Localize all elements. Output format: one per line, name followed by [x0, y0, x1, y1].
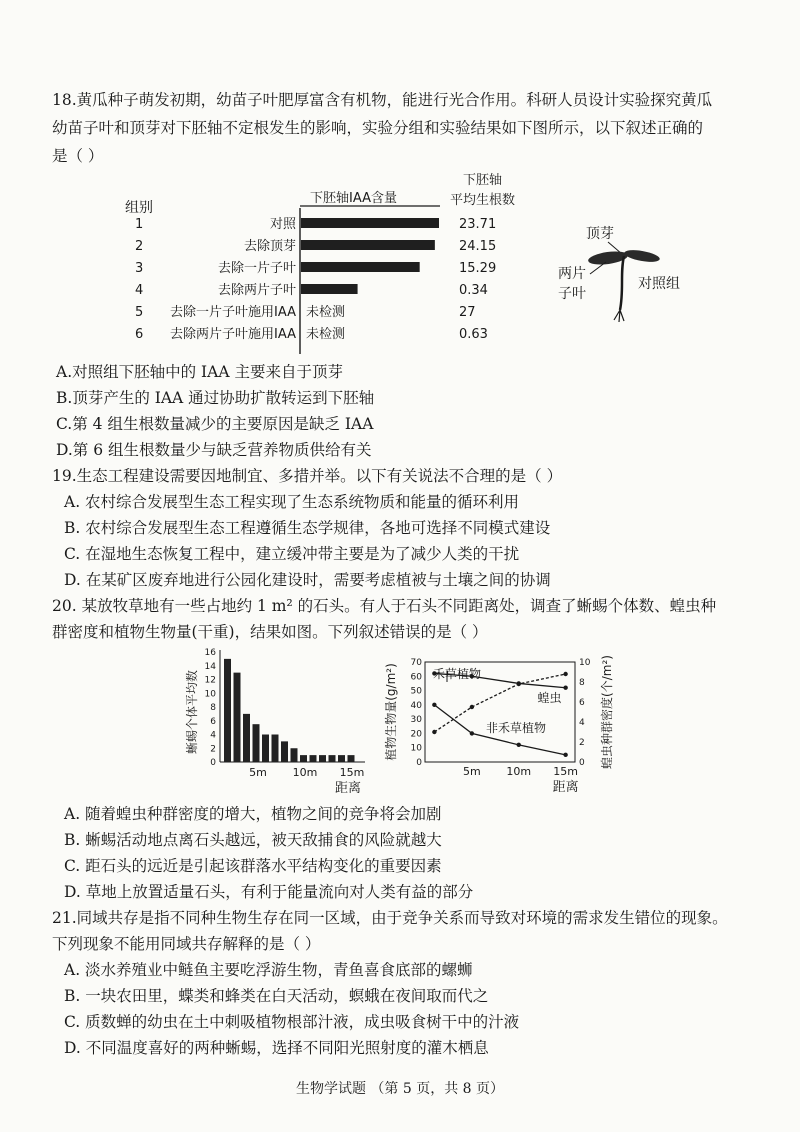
- q19-stem: 19.生态工程建设需要因地制宜、多措并举。以下有关说法不合理的是（ ）: [52, 467, 563, 485]
- y-tick-label: 4: [210, 730, 216, 741]
- lizard-bar: [262, 735, 269, 763]
- y-left-tick-label: 40: [410, 700, 422, 711]
- q19-option-d[interactable]: D. 在某矿区废弃地进行公园化建设时，需要考虑植被与土壤之间的协调: [64, 571, 551, 589]
- row-number: 1: [135, 217, 144, 232]
- y-tick-label: 0: [210, 758, 216, 768]
- y-tick-label: 10: [204, 689, 216, 700]
- q18-stem-line2: 幼苗子叶和顶芽对下胚轴不定根发生的影响，实验分组和实验结果如下图所示，以下叙述正确的: [52, 119, 704, 137]
- row-label: 去除两片子叶: [217, 283, 296, 298]
- row-number: 2: [135, 239, 144, 254]
- x-axis-label: 距离: [334, 781, 362, 796]
- roots-header-2: 平均生根数: [450, 193, 516, 208]
- roots-icon: [614, 310, 624, 322]
- q20-stem-line2: 群密度和植物生物量(干重)，结果如图。下列叙述错误的是（ ）: [52, 623, 488, 641]
- row-number: 3: [135, 261, 144, 276]
- cotyledon-label-2: 子叶: [558, 286, 586, 302]
- x-tick-label: 5m: [249, 766, 267, 779]
- row-label: 对照: [269, 217, 296, 232]
- row-number: 4: [135, 283, 144, 298]
- row-number: 5: [135, 305, 144, 320]
- y-left-tick-label: 0: [416, 758, 422, 768]
- lizard-bar: [281, 741, 288, 762]
- q20-option-b[interactable]: B. 蜥蜴活动地点离石头越远，被天敌捕食的风险就越大: [64, 831, 442, 849]
- y-tick-label: 8: [210, 703, 216, 713]
- x-tick-label: 10m: [506, 765, 532, 778]
- lizard-bar: [234, 673, 241, 762]
- series-point: [432, 703, 436, 707]
- root-count: 0.34: [459, 283, 488, 298]
- q20-option-a[interactable]: A. 随着蝗虫种群密度的增大，植物之间的竞争将会加剧: [64, 805, 442, 823]
- q18-option-d[interactable]: D.第 6 组生根数量少与缺乏营养物质供给有关: [56, 441, 372, 459]
- row-number: 6: [135, 327, 144, 342]
- y-left-tick-label: 70: [410, 658, 422, 668]
- y-left-tick-label: 30: [410, 715, 422, 726]
- lizard-bar: [291, 748, 298, 762]
- q21-option-c[interactable]: C. 质数蝉的幼虫在土中刺吸植物根部汁液，成虫吸食树干中的汁液: [64, 1013, 520, 1031]
- q18-stem-line1: 18.黄瓜种子萌发初期，幼苗子叶肥厚富含有机物，能进行光合作用。科研人员设计实验探究黄瓜: [52, 91, 713, 109]
- right-cotyledon-icon: [623, 248, 660, 264]
- bud-label: 顶芽: [586, 226, 614, 242]
- lizard-bar: [348, 755, 355, 762]
- y-tick-label: 2: [210, 744, 216, 755]
- page-footer: 生物学试题 （第 5 页，共 8 页）: [295, 1081, 505, 1097]
- q20-stem-line1: 20. 某放牧草地有一些占地约 1 m² 的石头。有人于石头不同距离处，调查了蜥蜴个体数、蝗虫种: [52, 597, 717, 615]
- x-tick-label: 15m: [553, 765, 578, 778]
- y-right-tick-label: 2: [579, 738, 585, 748]
- iaa-bar: [301, 240, 435, 250]
- y-axis-label: 蜥蜴个体平均数: [185, 669, 199, 755]
- q18-option-c[interactable]: C.第 4 组生根数量减少的主要原因是缺乏 IAA: [56, 415, 374, 433]
- x-tick-label: 10m: [292, 766, 318, 779]
- x-tick-label: 5m: [463, 765, 481, 778]
- q21-stem-line2: 下列现象不能用同域共存解释的是（ ）: [52, 935, 321, 953]
- series-point: [517, 743, 521, 747]
- y-right-tick-label: 0: [579, 758, 585, 768]
- iaa-bar: [301, 262, 420, 272]
- series-point: [563, 686, 567, 690]
- lizard-bar: [319, 755, 326, 762]
- hypocotyl-icon: [620, 256, 624, 310]
- iaa-not-detected: 未检测: [306, 327, 346, 342]
- y-left-axis-label: 植物生物量(g/m²): [384, 663, 398, 761]
- x-axis-label: 距离: [552, 780, 579, 795]
- seedling-sketch: [550, 218, 700, 328]
- row-label: 去除两片子叶施用IAA: [170, 327, 296, 342]
- q19-option-c[interactable]: C. 在湿地生态恢复工程中，建立缓冲带主要是为了减少人类的干扰: [64, 545, 520, 563]
- q19-option-b[interactable]: B. 农村综合发展型生态工程遵循生态学规律，各地可选择不同模式建设: [64, 519, 551, 537]
- lizard-bar: [338, 755, 345, 762]
- root-count: 15.29: [459, 261, 497, 276]
- q19-option-a[interactable]: A. 农村综合发展型生态工程实现了生态系统物质和能量的循环利用: [64, 493, 520, 511]
- lizard-bar: [253, 724, 260, 762]
- q21-option-a[interactable]: A. 淡水养殖业中鲢鱼主要吃浮游生物，青鱼喜食底部的螺蛳: [64, 961, 473, 979]
- control-label: 对照组: [638, 276, 680, 292]
- y-right-tick-label: 10: [579, 658, 591, 668]
- q21-option-b[interactable]: B. 一块农田里，蝶类和蜂类在白天活动，螟蛾在夜间取而代之: [64, 987, 489, 1005]
- y-right-tick-label: 8: [579, 678, 585, 688]
- row-label: 去除一片子叶施用IAA: [170, 305, 296, 320]
- iaa-bar: [301, 284, 358, 294]
- root-count: 27: [459, 305, 476, 320]
- y-right-tick-label: 6: [579, 698, 585, 708]
- y-left-tick-label: 60: [410, 672, 422, 683]
- iaa-header: 下胚轴IAA含量: [310, 191, 397, 206]
- root-count: 23.71: [459, 217, 497, 232]
- series-label-grass: 禾草植物: [433, 667, 482, 681]
- lizard-bar: [224, 659, 231, 762]
- roots-header-1: 下胚轴: [463, 173, 503, 188]
- y-tick-label: 14: [204, 661, 216, 672]
- series-point: [563, 753, 567, 757]
- series-point: [517, 682, 521, 686]
- lizard-bar: [272, 735, 279, 763]
- y-left-tick-label: 20: [410, 729, 422, 740]
- series-point: [563, 672, 567, 676]
- q18-stem-line3: 是（ ）: [52, 147, 104, 165]
- iaa-not-detected: 未检测: [306, 305, 346, 320]
- y-right-axis-label: 蝗虫种群密度(个/m²): [600, 655, 614, 769]
- q21-stem-line1: 21.同域共存是指不同种生物生存在同一区域，由于竞争关系而导致对环境的需求发生错位的现象。: [52, 909, 728, 927]
- series-label-nongrass: 非禾草植物: [485, 721, 546, 735]
- y-left-tick-label: 10: [410, 743, 422, 754]
- y-right-tick-label: 4: [579, 718, 585, 728]
- q20-option-c[interactable]: C. 距石头的远近是引起该群落水平结构变化的重要因素: [64, 857, 442, 875]
- series-point: [470, 731, 474, 735]
- q18-option-a[interactable]: A.对照组下胚轴中的 IAA 主要来自于顶芽: [56, 363, 343, 381]
- lizard-bar: [310, 755, 317, 762]
- group-header: 组别: [125, 200, 153, 216]
- q21-option-d[interactable]: D. 不同温度喜好的两种蜥蜴，选择不同阳光照射度的灌木栖息: [64, 1039, 489, 1057]
- row-label: 去除一片子叶: [217, 261, 296, 276]
- root-count: 0.63: [459, 327, 488, 342]
- lizard-bar-chart: [180, 640, 400, 800]
- lizard-bar: [329, 755, 336, 762]
- y-left-tick-label: 50: [410, 686, 422, 697]
- series-point: [470, 705, 474, 709]
- q20-option-d[interactable]: D. 草地上放置适量石头，有利于能量流向对人类有益的部分: [64, 883, 474, 901]
- series-label-locust: 蝗虫: [537, 691, 562, 705]
- y-tick-label: 6: [210, 716, 216, 727]
- iaa-bar: [301, 218, 439, 228]
- lizard-bar: [300, 755, 307, 762]
- y-tick-label: 16: [204, 648, 216, 658]
- root-count: 24.15: [459, 239, 497, 254]
- y-tick-label: 12: [204, 675, 216, 686]
- q18-option-b[interactable]: B.顶芽产生的 IAA 通过协助扩散转运到下胚轴: [56, 389, 375, 407]
- series-point: [432, 730, 436, 734]
- x-tick-label: 15m: [339, 766, 365, 779]
- biomass-line-chart: [375, 640, 635, 800]
- row-label: 去除顶芽: [243, 239, 296, 254]
- lizard-bar: [243, 714, 250, 762]
- cotyledon-label-1: 两片: [558, 266, 586, 282]
